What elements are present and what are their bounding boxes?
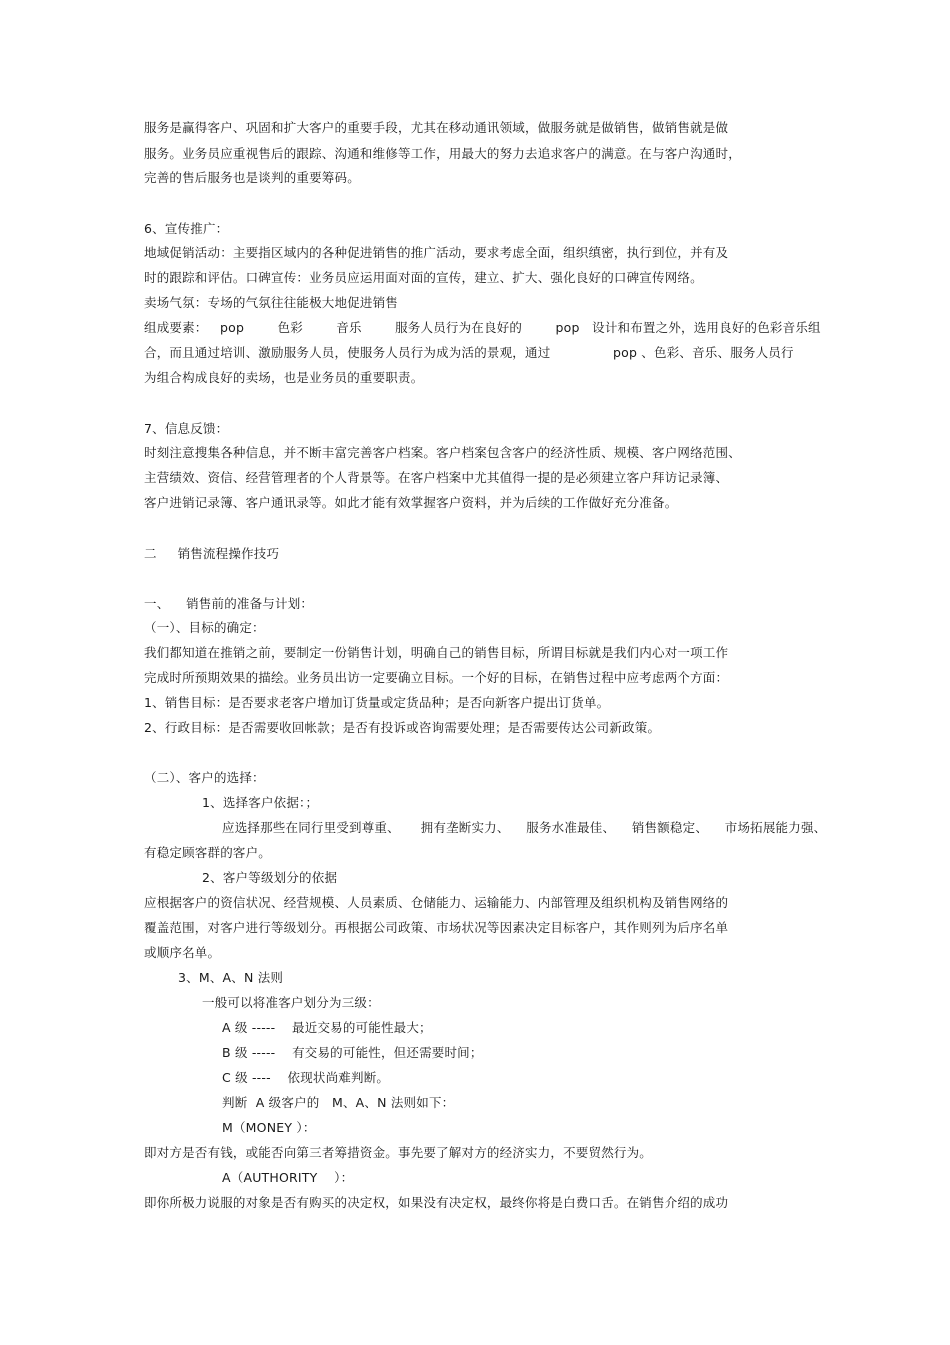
- text-line: 主营绩效、资信、经营管理者的个人背景等。在客户档案中尤其值得一提的是必须建立客户拜访记录簿、: [144, 470, 729, 485]
- text-line: 2、客户等级划分的依据: [202, 870, 338, 885]
- text-line: 1、销售目标：是否要求老客户增加订货量或定货品种；是否向新客户提出订货单。: [144, 695, 610, 710]
- text-line: 客户进销记录簿、客户通讯录等。如此才能有效掌握客户资料，并为后续的工作做好充分准备。: [144, 495, 678, 510]
- text-line: 3、M、A、N 法则: [178, 970, 284, 985]
- subsection-heading: （一）、目标的确定：: [144, 620, 265, 635]
- section-heading: 6、宣传推广：: [144, 221, 229, 236]
- text-line: 即对方是否有钱，或能否向第三者筹措资金。事先要了解对方的经济实力，不要贸然行为。: [144, 1145, 653, 1160]
- text-line: 完善的售后服务也是谈判的重要筹码。: [144, 170, 360, 185]
- text-line: 地域促销活动：主要指区域内的各种促进销售的推广活动，要求考虑全面，组织缜密，执行到位，并有及: [144, 245, 729, 260]
- section-heading: 7、信息反馈：: [144, 421, 229, 436]
- text-line: 服务是赢得客户、巩固和扩大客户的重要手段，尤其在移动通讯领域，做服务就是做销售，做销售就是做: [144, 120, 729, 135]
- text-line: 一般可以将准客户划分为三级：: [202, 995, 380, 1010]
- text-line: 卖场气氛：专场的气氛往往能极大地促进销售: [144, 295, 399, 310]
- text-line: 判断 A 级客户的 M、A、N 法则如下：: [222, 1095, 455, 1110]
- text-line: 服务。业务员应重视售后的跟踪、沟通和维修等工作，用最大的努力去追求客户的满意。在与客户沟通时，: [144, 146, 741, 161]
- text-line: 2、行政目标：是否需要收回帐款；是否有投诉或咨询需要处理；是否需要传达公司新政策。: [144, 720, 661, 735]
- text-line: 有稳定顾客群的客户。: [144, 845, 272, 860]
- text-line: 或顺序名单。: [144, 945, 221, 960]
- text-line: B 级 ----- 有交易的可能性，但还需要时间；: [222, 1045, 483, 1060]
- text-line: 1、选择客户依据：；: [202, 795, 319, 810]
- text-line: 合，而且通过培训、激励服务人员，使服务人员行为成为活的景观，通过 pop 、色彩、音乐、服务人员行: [144, 345, 794, 360]
- text-line: 为组合构成良好的卖场，也是业务员的重要职责。: [144, 370, 424, 385]
- text-line: 应根据客户的资信状况、经营规模、人员素质、仓储能力、运输能力、内部管理及组织机构及销售网络的: [144, 895, 729, 910]
- text-line: 应选择那些在同行里受到尊重、 拥有垄断实力、 服务水准最佳、 销售额稳定、 市场拓展能力强、: [222, 820, 827, 835]
- text-line: 时的跟踪和评估。口碑宣传：业务员应运用面对面的宣传，建立、扩大、强化良好的口碑宣传网络。: [144, 270, 703, 285]
- text-line: 时刻注意搜集各种信息，并不断丰富完善客户档案。客户档案包含客户的经济性质、规模、客户网络范围、: [144, 445, 741, 460]
- section-heading: 一、 销售前的准备与计划：: [144, 596, 314, 611]
- text-line: A（AUTHORITY ）：: [222, 1170, 354, 1185]
- subsection-heading: （二）、客户的选择：: [144, 770, 265, 785]
- text-line: 覆盖范围，对客户进行等级划分。再根据公司政策、市场状况等因素决定目标客户，其作则列为后序名单: [144, 920, 729, 935]
- text-line: 组成要素： pop 色彩 音乐 服务人员行为在良好的 pop 设计和布置之外，选用良好的色彩音乐组: [144, 320, 821, 335]
- text-line: 我们都知道在推销之前，要制定一份销售计划，明确自己的销售目标，所谓目标就是我们内心对一项工作: [144, 645, 729, 660]
- text-line: C 级 ---- 依现状尚难判断。: [222, 1070, 390, 1085]
- text-line: 完成时所预期效果的描绘。业务员出访一定要确立目标。一个好的目标，在销售过程中应考虑两个方面：: [144, 670, 729, 685]
- text-line: M（MONEY ）：: [222, 1120, 316, 1135]
- text-line: A 级 ----- 最近交易的可能性最大；: [222, 1020, 432, 1035]
- text-line: 即你所极力说服的对象是否有购买的决定权，如果没有决定权，最终你将是白费口舌。在销售介绍的成功: [144, 1195, 729, 1210]
- chapter-heading: 二 销售流程操作技巧: [144, 546, 280, 561]
